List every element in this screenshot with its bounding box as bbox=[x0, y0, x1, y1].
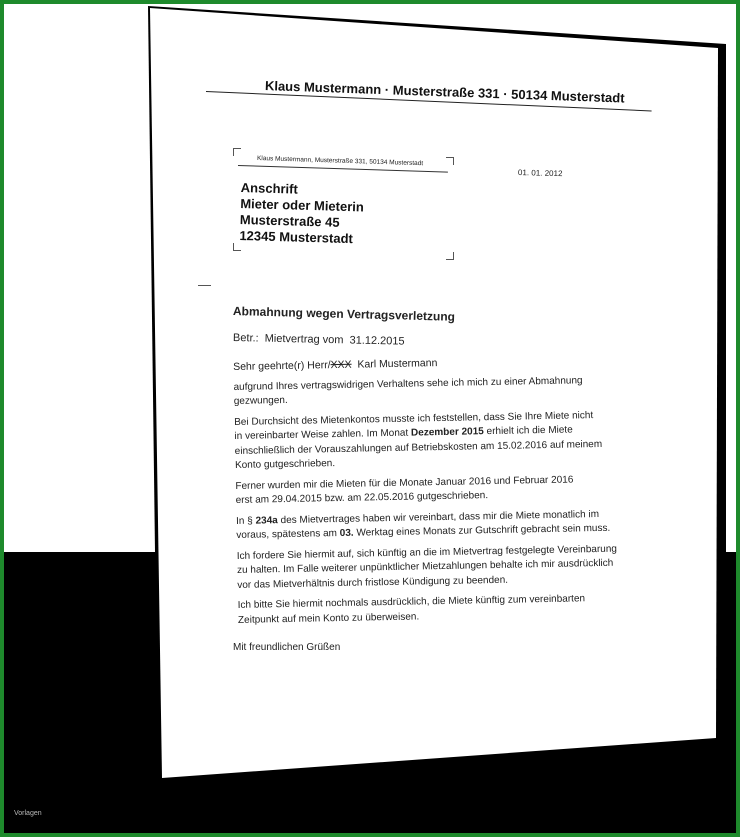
paragraph-line: aufgrund Ihres vertragswidrigen Verhaltens sehe ich mich zu einer Abmahnung bbox=[233, 374, 583, 393]
month-field: Dezember 2015 bbox=[410, 426, 484, 439]
paragraph-line: zu halten. Im Falle weiterer unpünktlicher Mietzahlungen behalte ich mir ausdrücklich bbox=[236, 557, 614, 576]
return-address: Klaus Mustermann, Musterstraße 331, 50134 Musterstadt bbox=[256, 155, 424, 168]
salutation-prefix: Sehr geehrte(r) Herr/ bbox=[233, 359, 331, 373]
paragraph-4 bbox=[236, 507, 636, 544]
paragraph-line: Konto gutgeschrieben. bbox=[234, 458, 336, 471]
text-run: Ferner wurden mir die Mieten für die Monate bbox=[235, 476, 436, 492]
window-corner-top-left bbox=[233, 148, 241, 156]
window-corner-top-right bbox=[446, 157, 454, 165]
text-run: auf meinem bbox=[547, 438, 603, 451]
sender-header: Klaus Mustermann · Musterstraße 331 · 50134 Musterstadt bbox=[264, 78, 625, 106]
paragraph-1 bbox=[233, 373, 633, 410]
reference-text: Mietvertrag vom bbox=[264, 332, 344, 347]
closing: Mit freundlichen Grüßen bbox=[233, 642, 341, 653]
day-field: 03. bbox=[339, 527, 354, 539]
month-field: Januar 2016 bbox=[435, 475, 492, 488]
paragraph-3 bbox=[235, 472, 635, 509]
paragraph-line: Ich bitte Sie hiermit nochmals ausdrücklich, die Miete künftig zum vereinbarten bbox=[237, 593, 586, 611]
paragraph-5 bbox=[237, 542, 638, 593]
paragraph-line: Zeitpunkt auf mein Konto zu überweisen. bbox=[237, 610, 420, 626]
text-run: In § bbox=[235, 515, 256, 527]
text-run: voraus, spätestens am bbox=[236, 527, 340, 541]
text-run: in vereinbarter Weise zahlen. Im Monat bbox=[234, 427, 412, 442]
fold-mark bbox=[198, 285, 211, 286]
window-corner-bottom-left bbox=[233, 243, 241, 251]
recipient-line: Anschrift bbox=[240, 180, 299, 197]
salutation-name: Karl Mustermann bbox=[357, 357, 438, 371]
paragraph-line: gezwungen. bbox=[233, 394, 288, 407]
text-run: bzw. am bbox=[321, 492, 365, 505]
text-run: des Mietvertrages haben wir vereinbart, dass mir die Miete monatlich im bbox=[277, 508, 600, 526]
reference-label: Betr.: bbox=[232, 332, 259, 345]
reference-date: 31.12.2015 bbox=[349, 334, 405, 348]
subject-line: Abmahnung wegen Vertragsverletzung bbox=[232, 304, 456, 324]
paragraph-number: 234a bbox=[255, 514, 278, 527]
date-field: 22.05.2016 bbox=[364, 491, 415, 504]
letter-date: 01. 01. 2012 bbox=[517, 168, 563, 179]
date-field: 15.02.2016 bbox=[496, 439, 548, 452]
text-run: und bbox=[490, 475, 514, 487]
recipient-line: Musterstraße 45 bbox=[239, 211, 340, 230]
date-field: 29.04.2015 bbox=[271, 493, 322, 506]
recipient-address bbox=[239, 180, 364, 247]
paragraph-line: vor das Mietverhältnis durch fristlose Kündigung zu beenden. bbox=[237, 574, 509, 591]
recipient-line: 12345 Musterstadt bbox=[239, 227, 354, 247]
paragraph-2 bbox=[234, 408, 635, 474]
salutation-struck: XXX bbox=[330, 358, 352, 372]
reference-line bbox=[233, 332, 405, 348]
paragraph-line: Ich fordere Sie hiermit auf, sich künftig an die im Mietvertrag festgelegte Vereinbarung bbox=[236, 543, 618, 562]
window-corner-bottom-right bbox=[446, 252, 454, 260]
letter-body bbox=[233, 352, 638, 634]
text-run: einschließlich der Vorauszahlungen auf Betriebskosten am bbox=[234, 440, 498, 457]
text-run: erst am bbox=[235, 494, 272, 506]
text-run: Werktag eines Monats zur Gutschrift gebracht sein muss. bbox=[353, 522, 611, 539]
text-run: gutgeschrieben. bbox=[414, 490, 489, 503]
text-run: erhielt ich die Miete bbox=[483, 424, 573, 438]
paragraph-6 bbox=[238, 591, 638, 628]
paragraph-line: Bei Durchsicht des Mietenkontos musste ich feststellen, dass Sie Ihre Miete nicht bbox=[234, 409, 594, 428]
recipient-line: Mieter oder Mieterin bbox=[240, 195, 365, 215]
salutation bbox=[233, 352, 633, 374]
watermark: Vorlagen bbox=[14, 810, 42, 817]
month-field: Februar 2016 bbox=[513, 473, 574, 487]
